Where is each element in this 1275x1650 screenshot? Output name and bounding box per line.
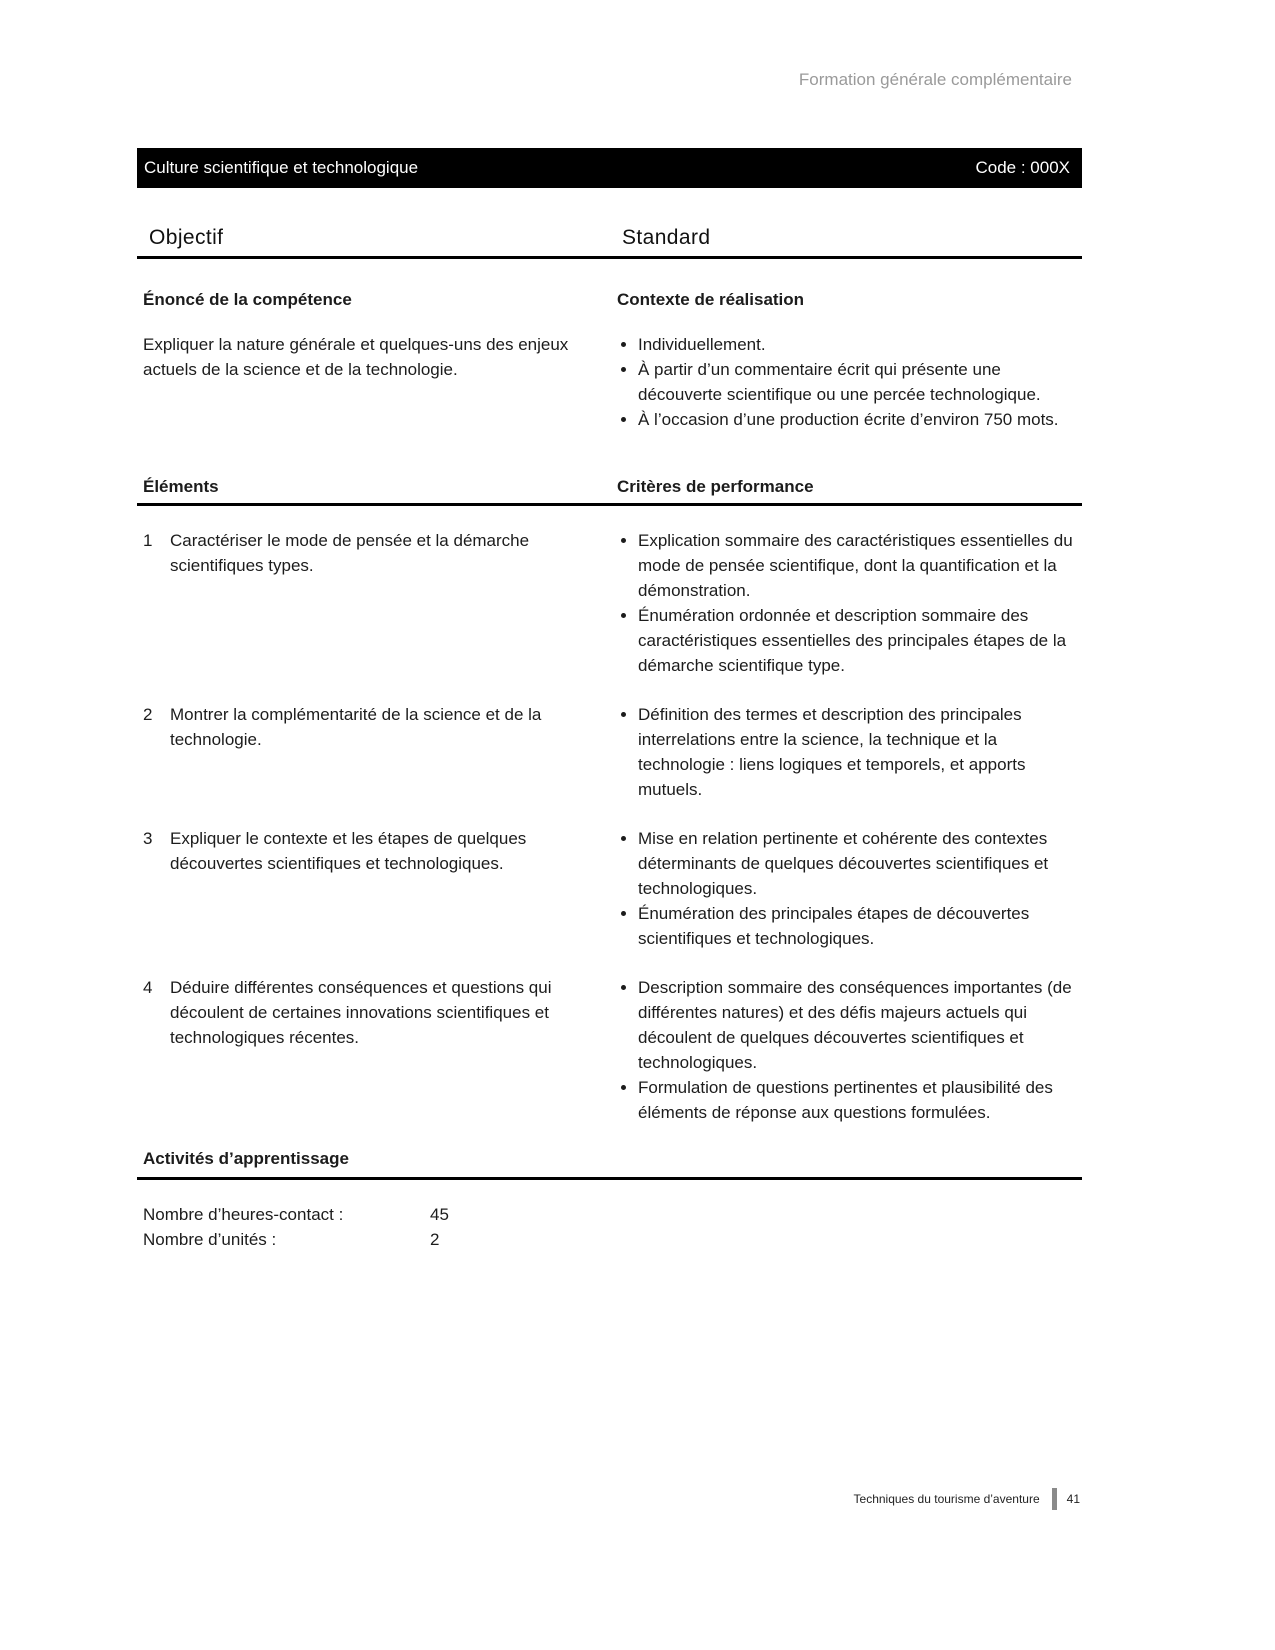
element-text: Montrer la complémentarité de la science et de la technologie. [170, 705, 542, 749]
element-cell [137, 528, 592, 678]
element-cell [137, 975, 592, 1125]
course-title: Culture scientifique et technologique [144, 158, 419, 177]
units-label: Nombre d’unités : [143, 1230, 277, 1249]
units-value: 2 [430, 1230, 440, 1249]
course-code: Code : 000X [975, 158, 1070, 177]
criteria-item: • Formulation de questions pertinentes et plausibilité des éléments de réponse aux questions formulées. [638, 1075, 1082, 1125]
criteria-item: • Description sommaire des conséquences importantes (de différentes natures) et des défis majeurs actuels qui découlent de quelques découvertes scientifiques et technologiques. [638, 975, 1082, 1075]
hours-label: Nombre d’heures-contact : [143, 1205, 344, 1224]
objectif-standard-section [137, 287, 1082, 432]
document-section-header [137, 70, 1082, 90]
element-cell [137, 702, 592, 802]
criteria-item: • Énumération des principales étapes de découvertes scientifiques et technologiques. [638, 901, 1082, 951]
criteria-item: • Énumération ordonnée et description sommaire des caractéristiques essentielles des principales étapes de la démarche scientifique type. [638, 603, 1082, 678]
elements-criteres-headers [137, 477, 1082, 506]
elements-heading: Éléments [143, 477, 219, 496]
units-line [143, 1227, 1082, 1252]
hours-line [143, 1202, 1082, 1227]
competence-text: Expliquer la nature générale et quelques-uns des enjeux actuels de la science et de la technologie. [143, 335, 569, 379]
criteria-list [617, 975, 1082, 1125]
criteres-heading: Critères de performance [617, 477, 814, 496]
standard-header: Standard [622, 226, 711, 249]
activites-heading: Activités d’apprentissage [137, 1149, 1082, 1180]
contexte-bullet: • Individuellement. [638, 332, 1082, 357]
criteria-item: • Définition des termes et description des principales interrelations entre la science, la technique et la technologie : liens logiques et temporels, et apports mutuels. [638, 702, 1082, 802]
contexte-bullet-list [617, 332, 1082, 432]
element-row [137, 528, 1082, 678]
element-number: 4 [143, 978, 153, 997]
objectif-header: Objectif [149, 226, 224, 249]
criteria-item: • Explication sommaire des caractéristiques essentielles du mode de pensée scientifique, dont la quantification et la démonstration. [638, 528, 1082, 603]
page-footer [854, 1488, 1080, 1510]
competence-heading: Énoncé de la compétence [143, 290, 352, 309]
title-bar [137, 148, 1082, 188]
activites-details [137, 1202, 1082, 1252]
element-number: 2 [143, 705, 153, 724]
hours-value: 45 [430, 1205, 449, 1224]
element-number: 1 [143, 531, 153, 550]
section-label: Formation générale complémentaire [798, 70, 1072, 89]
element-text: Déduire différentes conséquences et questions qui découlent de certaines innovations scientifiques et technologiques récentes. [170, 978, 552, 1047]
element-text: Caractériser le mode de pensée et la démarche scientifiques types. [170, 531, 530, 575]
footer-divider [1052, 1488, 1057, 1510]
element-row [137, 826, 1082, 951]
element-row [137, 975, 1082, 1125]
column-headers [137, 226, 1082, 259]
contexte-block [617, 287, 1082, 432]
criteria-item: • Mise en relation pertinente et cohérente des contextes déterminants de quelques découvertes scientifiques et technologiques. [638, 826, 1082, 901]
footer-program: Techniques du tourisme d’aventure [853, 1492, 1040, 1506]
element-text: Expliquer le contexte et les étapes de quelques découvertes scientifiques et technologiques. [170, 829, 527, 873]
element-row [137, 702, 1082, 802]
element-cell [137, 826, 592, 951]
contexte-bullet: • À partir d’un commentaire écrit qui présente une découverte scientifique ou une percée technologique. [638, 357, 1082, 407]
element-number: 3 [143, 829, 153, 848]
criteria-list [617, 528, 1082, 678]
elements-rows [137, 528, 1082, 1125]
criteria-list [617, 826, 1082, 951]
criteria-list [617, 702, 1082, 802]
contexte-bullet: • À l’occasion d’une production écrite d’environ 750 mots. [638, 407, 1082, 432]
page-content [137, 0, 1082, 1252]
contexte-heading: Contexte de réalisation [617, 290, 805, 309]
footer-page-number: 41 [1066, 1492, 1080, 1506]
competence-block [137, 287, 592, 432]
